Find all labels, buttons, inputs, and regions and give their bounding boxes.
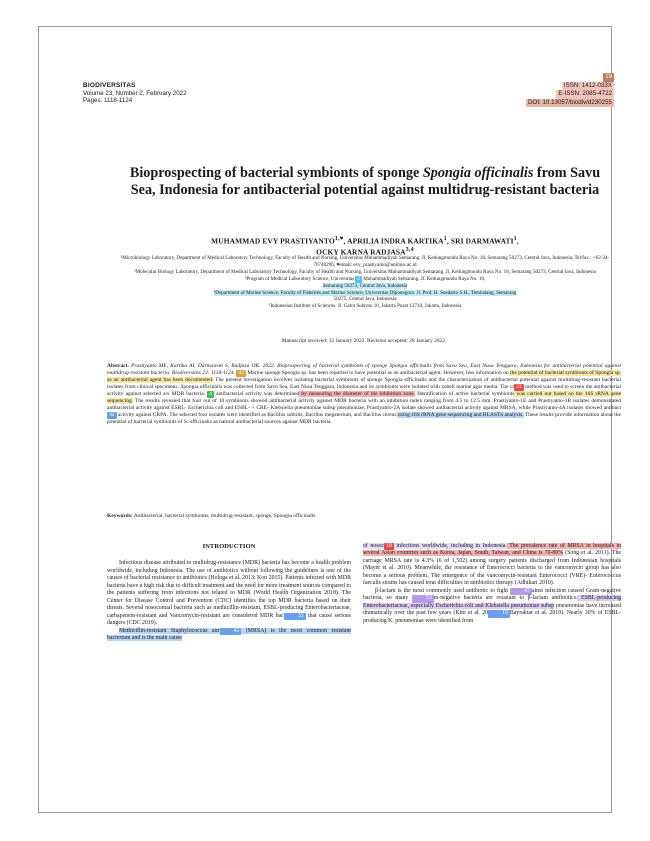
abstract-text: antibacterial activity was determined (213, 390, 300, 397)
annotation-tag: 19 (488, 610, 510, 617)
affiliation-2: ²Molecular Biology Laboratory, Department of Medical Laboratory Technology, Faculty of Health and Nursing, Universitas Muhammadiyah Semarang. Jl. Kedungmundu Raya No. 18, Semarang 50273, Central Java, Indonesia (134, 268, 596, 275)
paragraph-highlight: (MRSA) is the most common resistant bacterium and is the main cause (107, 627, 351, 641)
paragraph-text: ainst infection caused Gram-negative bacteria, so many (363, 587, 621, 602)
abstract-highlight: was carried out based on the 16S rRNA gene sequencing. (107, 390, 622, 404)
annotation-tag: 33 (284, 613, 306, 620)
intro-paragraph-2 (107, 628, 351, 643)
author-separator: , (516, 236, 519, 246)
annotation-tag: 42 (238, 369, 244, 376)
affiliation-highlight: Universitas Diponegoro. Jl. Prof. H. Soedarto S.H., Tembalang, Semarang (363, 289, 517, 296)
author-name: OCKY KARNA RADJASA (316, 247, 406, 257)
abstract-text: These results provide information about the potential of bacterial symbionts of S. officinalis as natural antibacterial sources against MDR bacteria. (107, 411, 621, 425)
paragraph-text: Infectious disease attributed to multidrug-resistance (MDR) bacteria has become a health problem worldwide, including Indonesia. The use of antibiotics without following the guidelines is one of the causes of bacterial resistance to antibiotics (Hologa et al. 2013; Kon 2015). Patients infected with MDR bacteria have a high risk due to difficult treatment and the need for more treatment sources compared to the patients suffering from infections not related to MDR (World Health Organization 2018). The Center for Disease Control and Prevention (CDC) identifies the top MDR bacteria based on their threats. Several nosocomial bacteria such as methicillin-resistant, ESBL-producing Enterobacteriaceae, carbapenem-resistant and Vancomycin-resistant are considered MDR bac (107, 560, 351, 619)
paper-page (38, 26, 622, 813)
author-name: , APRILIA INDRA KARTIKA (343, 236, 444, 246)
author-list (115, 235, 615, 257)
intro-paragraph-1 (107, 560, 351, 627)
affiliation-highlight: Semarang 50273, Central Java, Indonesia (322, 282, 408, 289)
annotation-tag: 47 (510, 588, 532, 595)
affiliation-3 (111, 276, 619, 290)
annotation-tag: 4 (209, 390, 212, 397)
annotation-tag: 53 (412, 595, 434, 602)
keywords (107, 513, 621, 519)
journal-name: BIODIVERSITAS (83, 82, 136, 89)
issn-block (494, 73, 614, 107)
paragraph-text: β-lactam is the most commonly used antibiotic to fight (375, 587, 509, 594)
manuscript-dates: Manuscript received: 12 January 2022. Revision accepted: 28 January 2022. (281, 338, 447, 344)
author-affil-mark: 1,♥ (334, 236, 344, 242)
paragraph-text: that cause serious dangers (CDC 2019). (107, 612, 351, 627)
annotation-tag: 23 (516, 383, 522, 390)
intro-paragraph-3 (363, 588, 621, 625)
abstract-label: Abstract. (107, 363, 129, 369)
abstract-text: method was used to screen the antibacterial activity against selected six MDR bacteria. (107, 383, 621, 397)
issn-electronic: E-ISSN: 2085-4722 (558, 90, 612, 98)
keywords-label: Keywords: (107, 513, 133, 519)
abstract (107, 363, 621, 426)
journal-pages: Pages: 1118-1124 (83, 97, 133, 105)
paragraph-highlight: Methicillin-resistant Staphylococcus aur (119, 627, 220, 634)
intro-column-left (107, 543, 351, 642)
author-affil-mark: 3,4 (405, 246, 414, 253)
affiliation-text: ³Program of Medical Laboratory Science, Universitas (244, 275, 355, 282)
abstract-text: The present investigation involves isolating bacterial symbionts of sponge Spongia officinalis and the characterization of antibacterial potential against multidrug-resistant bacterial isolates from clinical specimens. Spongia officinalis was collected from Savu Sea, East Nusa Tenggara, Indonesia and its symbionts were isolated with zobell marine agar media. The cr (107, 376, 621, 390)
abstract-highlight: the potential of bacterial symbionts of Spongia sp. as an antibacterial agent has been documented. (107, 369, 622, 383)
annotation-tag: 2 (357, 275, 360, 282)
annotation-tag: 32 (109, 411, 115, 418)
paragraph-text: (Song et al. 2011). The carriage MRSA rate is 4.3% (6 of 1,502) among surgery patients discharged from Indonesian hospitals (Mayer et al. 2010). Meanwhile, the resistance of Enterococci bacteria to the vancomycin group has also become a serious problem. The emergence of the vancomycin-resistant Enterococci (VRE)- Enterococcus faecalis strains has caused treat difficulties in antibiotics therapy (Adhikari 2010). (363, 550, 621, 587)
keywords-text: Antibacterial, bacterial symbionts, multidrug-resistant, sponge, Spongia officinalis (132, 513, 316, 519)
abstract-text: Marine sponge Spongia sp. has been reported to have potential as an antibacterial agent. However, less information on (245, 369, 509, 376)
author-affil-mark: 1 (443, 236, 447, 242)
title-text-rest: from Savu Sea, Indonesia for antibacterial potential against multidrug-resistant bacteria (130, 165, 601, 198)
title-text: Bioprospecting of bacterial symbionts of sponge (129, 165, 423, 181)
intro-paragraph-2-cont (363, 543, 621, 588)
title-species: Spongia officinalis (422, 165, 534, 181)
paragraph-text: Bayraktar et al. 2019). Nearly 30% of ESBL-producing K. pneumoniae were identified from (363, 610, 622, 624)
affiliation-5: ⁵Indonesian Institute of Sciences. Jl. Gatot Subroto 10, Jakarta Pusat 12710, Jakarta, Indonesia (268, 303, 462, 310)
affiliation-text: Muhammadiyah Semarang. Jl. Kedungmundu Raya No. 18, (363, 275, 486, 282)
paragraph-highlight: of nosoc (363, 543, 385, 549)
affiliation-text: 50275, Central Java, Indonesia (333, 296, 397, 303)
journal-info (83, 82, 187, 105)
affiliation-highlight: ⁴Department of Marine Science, Faculty of Fisheries and Marine Science, (213, 289, 364, 296)
author-affil-mark: 1 (513, 236, 517, 242)
abstract-text: activity against CRPA. The selected four isolates were identified as Bacillus subtilis, Bacillus megaterium, and Bacillus cereus (116, 411, 397, 418)
paragraph-highlight: ESBL-producing Enterobacteriaceae, especially Escherichia coli and Klebsiella pneumoniae subsp (363, 595, 621, 609)
annotation-tag: 18 (386, 543, 392, 549)
journal-volume: Volume 23, Number 2, February 2022 (83, 89, 187, 97)
affiliation-4 (111, 290, 619, 304)
abstract-text: The results revealed that four out of 10 symbionts showed antibacterial activity against MDR bacteria with an inhibition index ranging from 4.5 to 12.5 mm. Prastiyanto-1E and Prastiyanto-1B isolates demonstrated antibacterial activity against ESBL- Escherichia coli and ESBL- + CRE- Klebsiella pneumoniae subsp pneumoniae, Prastiyanto-2A isolate showed antibacterial activity against MRSA, while Prastiyanto-4A isolates showed antibact (107, 397, 621, 411)
abstract-highlight: using 16S rRNA gene sequencing and BLASTn analysis. (396, 411, 524, 418)
paper-title (125, 165, 605, 199)
paragraph-highlight: infections worldwide, including in Indonesia. (393, 543, 507, 549)
section-heading: INTRODUCTION (202, 543, 256, 550)
author-name: MUHAMMAD EVY PRASTIYANTO (211, 236, 335, 246)
author-name: , SRI DARMAWATI (446, 236, 514, 246)
abstract-citation: Prastiyanto ME, Kartika AI, Darmawati S, Radjasa OK. 2022. Bioprospecting of bacterial symbionts of sponge Spongia officinalis from Savu Sea, East Nusa Tenggara, Indonesia for antibacterial potential against multidrug-resistant bacteria. Biodiversitas 23: 1118-1124. (107, 363, 621, 376)
paragraph-highlight: The prevalence rate of MRSA in hospitals in several (363, 543, 621, 557)
abstract-highlight: by measuring the diameter of the inhibition zone. (299, 390, 415, 397)
doi: DOI: 10.13057/biodiv/d230255 (528, 98, 612, 106)
issn-print: ISSN: 1412-033X (563, 81, 612, 89)
affiliation-1: ¹Microbiology Laboratory, Department of Medical Laboratory Technology, Faculty of Health and Nursing, Universitas Muhammadiyah Semarang. Jl. Kedungmundu Raya No. 18, Semarang 50273, Central Java, Indonesia. Tel/fax.: +62-24-76740296, ♥email: evy_prastiyanto@unimus.ac.id (120, 255, 610, 268)
intro-column-right (363, 543, 621, 625)
paragraph-text: m-negative bacteria are resistant to β-lactam antibiotics. (433, 595, 578, 602)
paragraph-highlight: Asian countries such as Korea, Japan, South, Taiwan, and China is 70-80% (379, 550, 564, 557)
abstract-text: Identification of active bacterial symbionts (414, 390, 515, 397)
annotation-tag: 41 (220, 628, 242, 635)
paragraph-text: pneumoniae have increased dramatically over the past few years (Kim et al. 20 (363, 602, 622, 617)
annotation-tag: 19 (605, 73, 612, 80)
affiliations (111, 255, 619, 310)
